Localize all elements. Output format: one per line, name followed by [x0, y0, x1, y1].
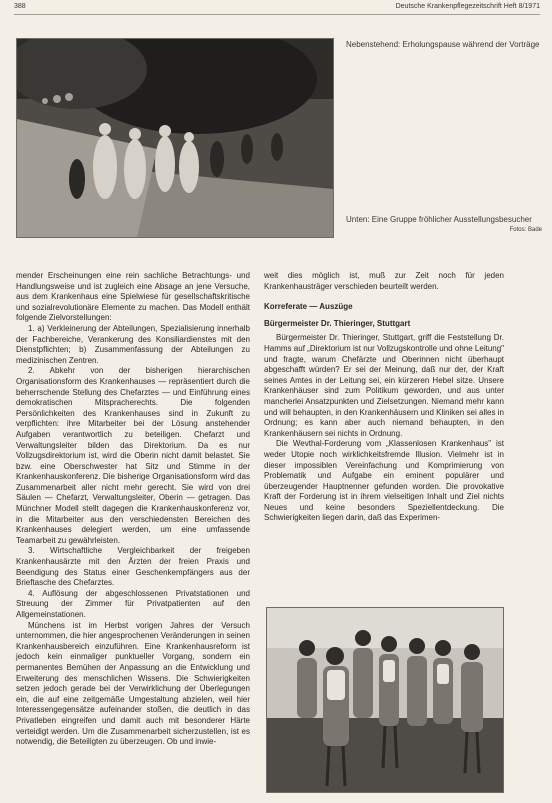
top-photo-image [17, 39, 333, 237]
left-paragraph: 4. Auflösung der abgeschlossenen Privatstationen und Streuung der Zimmer für Privatpatienten auf den Allgemeinstationen. [16, 588, 250, 619]
right-column [264, 271, 504, 524]
left-column [16, 271, 250, 748]
page-number: 388 [14, 3, 26, 10]
section-rubric: Korreferate — Auszüge [264, 302, 353, 312]
left-paragraph: 2. Abkehr von der bisherigen hierarchischen Organisationsform des Krankenhauses — repräsentiert durch die beherrschende Stellung des Chefarztes — und Einführung eines demokratischen Mitspracherechts. Die folgenden Persönlichkeiten des Krankenhauses sind in Zukunft zu verpflichten: ihre Mitarbeiter bei der Lösung anstehender Aufgaben verantwortlich zu beteiligen. Chefarzt und Verwaltungsleiter bilden das Direktorium. Da es nur Vollzugsdirektorium ist, wird die Oberin nicht damit belastet. Sie bzw. eine Oberschwester hat Sitz und Stimme in der Krankenhauskonferenz. Die bisherige Organisationsform wird das Zusammenarbeit aller nicht mehr gerecht. Sie wird von drei Säulen — Chefarzt, Verwaltungsleiter, Oberin — getragen. Das Münchner Modell stellt dagegen die Krankenhauskonferenz vor, in die Mitarbeiter aus den verschiedensten Bereichen des Krankenhauses delegiert werden, um eine umfassende Teamarbeit zu gewährleisten. [16, 366, 250, 545]
left-paragraph: 3. Wirtschaftliche Vergleichbarkeit der freigeben Krankenhausärzte mit den Ärzten der freien Praxis und Beendigung des Status einer Geschenkempfängers aus der Brieftasche des Chefarztes. [16, 546, 250, 588]
left-paragraph: 1. a) Verkleinerung der Abteilungen, Spezialisierung innerhalb der Fachbereiche, Verankerung des Konsiliardienstes mit den Dienstpflichten; b) Zusammenfassung der Abteilungen zu medizinischen Zentren. [16, 323, 250, 365]
bottom-caption-text: Unten: Eine Gruppe fröhlicher Ausstellungsbesucher [346, 215, 532, 224]
header-rule [14, 14, 540, 15]
bottom-photo [266, 607, 504, 793]
right-intro: weit dies möglich ist, muß zur Zeit noch für jeden Krankenhausträger verschieden beurteilt werden. [264, 271, 504, 291]
left-paragraph: Münchens ist im Herbst vorigen Jahres der Versuch unternommen, die hier angesprochenen Veränderungen in seinen Krankenhausbereich einzuführen. Eine Krankenhausreform ist jedoch kein einmaliger punktueller Vorgang, sondern ein permanentes Bemühen der Anpassung an die Entwicklung und Erweiterung des menschlichen Wissens. Die Schwierigkeiten setzen jedoch gerade bei der Verwirklichung der Überlegungen ein, die auf eine zeitgemäße Umgestaltung abzielen, weil hier Interessengegensätze aufeinander stoßen, die deutlich in das Privatleben eingreifen und damit auch mit besonderer Härte verteidigt werden. Um die Zusammenarbeit sicherzustellen, ist es notwendig, die Beteiligten zu überzeugen. Ob und inwie- [16, 620, 250, 747]
photo-credit: Fotos: Bade [509, 227, 542, 233]
left-paragraph: mender Erscheinungen eine rein sachliche Betrachtungs- und Handlungsweise und ist zugleich eine Absage an jene Versuche, aus dem Krankenhaus eine Spielwiese für gesellschaftskritische und sozialrevolutionäre Elemente zu machen. Das Modell enthält folgende Zielvorstellungen: [16, 271, 250, 323]
right-paragraph: Die Wevthal-Forderung vom „Klassenlosen Krankenhaus" ist weder Utopie noch wirklichkeitsfremde Illusion. Vielmehr ist in dieser impossiblen Vereinfachung und Komprimierung von Problematik und Aufgabe ein eminent populärer und überzeugender Hauptnenner gefunden worden. Die provokative Kraft der Forderung ist in ihrem vielseitigen Inhalt und Ziel nichts Neues und keine besonders Speziellentdeckung. Die Schwierigkeiten liegen darin, daß das Experimen- [264, 439, 504, 523]
right-paragraph: Bürgermeister Dr. Thieringer, Stuttgart, griff die Feststellung Dr. Hamms auf „Direktorium ist nur Vollzugskontrolle und ohne Leitung" und fragte, warum Chefärzte und Oberinnen nicht überhaupt abgeschafft würden? Er sei der Meinung, daß nur der, der Kraft seines Amtes in der Leitung sei, ein kürzeren Hebel sitze. Unsere Krankenhäuser sind zum Politikum geworden, und aus unter mancherlei Ansatzpunkten und Zielsetzungen. Niemand mehr kann und will behaupten, in den Krankenhäusern und Kliniken sei alles in Ordnung; es kann aber auch niemand behaupten, in den Krankenhäusern sei nichts in Ordnung. [264, 333, 504, 438]
journal-title: Deutsche Krankenpflegezeitschrift Heft 8/1971 [395, 3, 540, 10]
bottom-photo-image [267, 608, 503, 792]
bottom-caption [346, 215, 542, 233]
top-photo [16, 38, 334, 238]
section-byline: Bürgermeister Dr. Thieringer, Stuttgart [264, 318, 411, 328]
top-caption: Nebenstehend: Erholungspause während der Vorträge [346, 40, 540, 49]
